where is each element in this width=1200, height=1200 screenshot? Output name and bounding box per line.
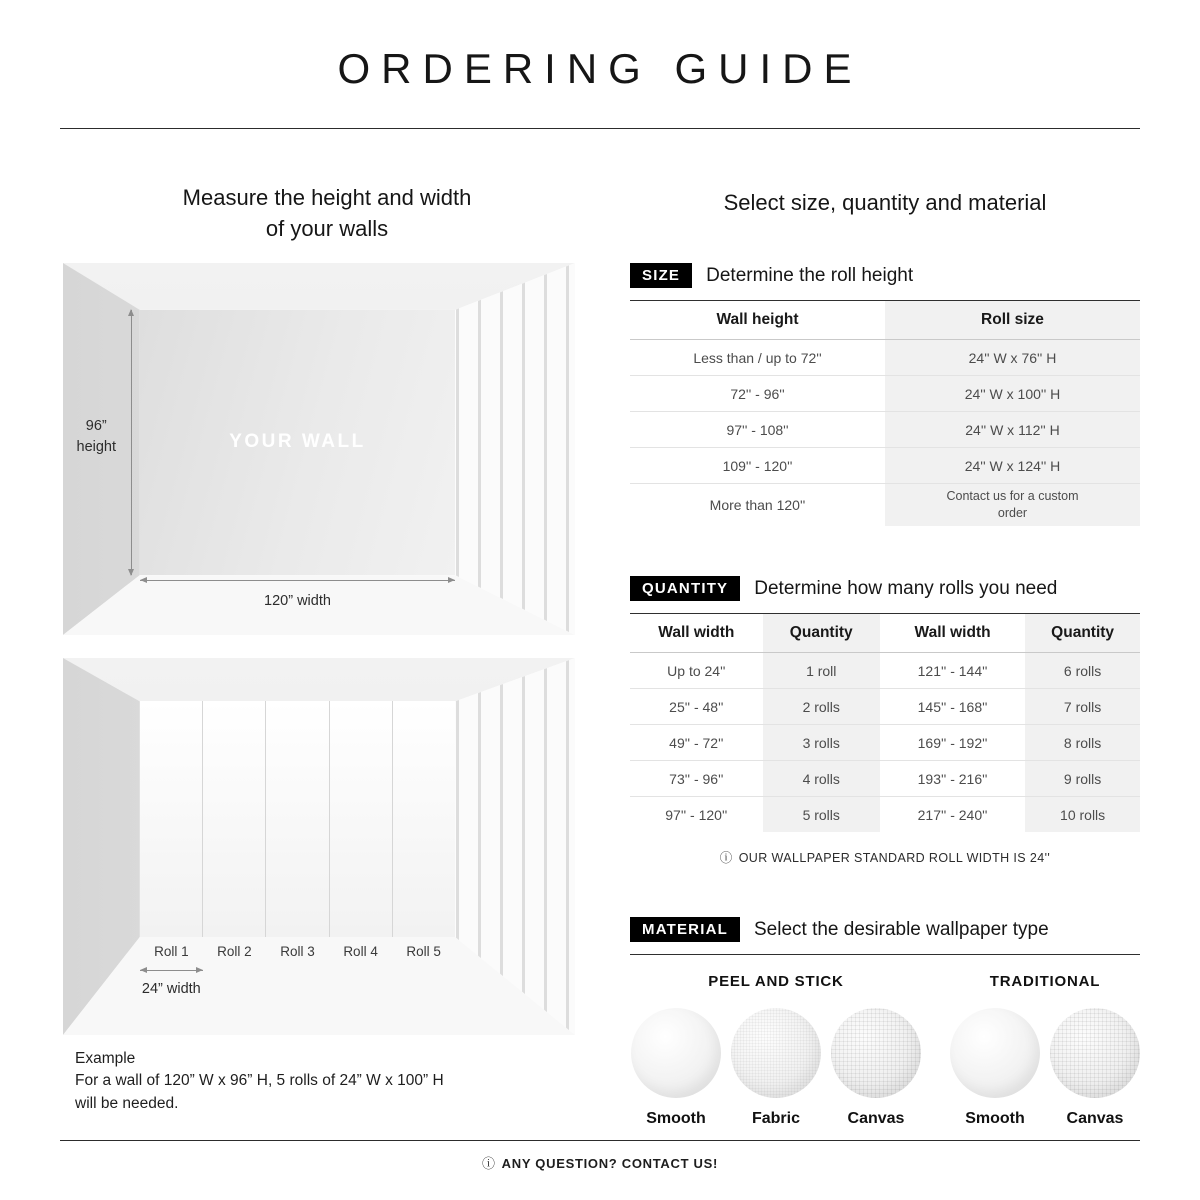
wall-height-cell: 97'' - 108'' [630, 411, 885, 447]
size-table-row [630, 411, 1140, 447]
roll-size-cell: 24'' W x 76'' H [885, 339, 1140, 375]
measure-heading-line2: of your walls [265, 215, 389, 241]
quantity-header: Quantity [763, 614, 880, 652]
wall-width-cell: 169'' - 192'' [880, 724, 1025, 760]
material-groups [630, 973, 1140, 1128]
wall-width-cell: 121'' - 144'' [880, 652, 1025, 688]
height-label [66, 416, 127, 460]
width-arrow [140, 580, 455, 581]
swatch-label: Canvas [847, 1110, 905, 1127]
width-label: 120” width [264, 592, 331, 609]
roll-label: Roll 5 [406, 943, 441, 959]
quantity-cell: 4 rolls [763, 760, 880, 796]
material-group-peel-and-stick [630, 973, 922, 1128]
material-group-traditional [950, 973, 1140, 1128]
roll-size-cell: 24'' W x 100'' H [885, 375, 1140, 411]
size-description: Determine the roll height [706, 264, 914, 286]
size-table-row [630, 483, 1140, 526]
smooth-texture-icon [950, 1008, 1040, 1098]
quantity-table-row [630, 796, 1140, 832]
wall-with-rolls [140, 701, 455, 937]
quantity-description: Determine how many rolls you need [754, 577, 1058, 599]
wall-width-cell: 97'' - 120'' [630, 796, 763, 832]
size-table [630, 301, 1140, 526]
wall-height-cell: More than 120'' [630, 483, 885, 526]
footer-contact-text: ANY QUESTION? CONTACT US! [501, 1156, 719, 1171]
smooth-texture-icon [631, 1008, 721, 1098]
material-section [630, 917, 1140, 1128]
wall-height-cell: 72'' - 96'' [630, 375, 885, 411]
material-tag: MATERIAL [630, 917, 740, 942]
quantity-cell: 1 roll [763, 652, 880, 688]
wall-height-cell: Less than / up to 72'' [630, 339, 885, 375]
height-word: height [76, 439, 117, 456]
quantity-table-row [630, 652, 1140, 688]
roll-panel [393, 701, 455, 937]
wall-width-cell: 73'' - 96'' [630, 760, 763, 796]
wall-width-cell: Up to 24'' [630, 652, 763, 688]
height-value: 96” [85, 417, 107, 434]
wall-width-cell: 145'' - 168'' [880, 688, 1025, 724]
size-section [630, 263, 1140, 526]
material-swatches [950, 1008, 1140, 1128]
roll-width-arrow [140, 970, 203, 971]
example-line2: will be needed. [75, 1094, 179, 1112]
quantity-cell: 3 rolls [763, 724, 880, 760]
wall-width-cell: 25'' - 48'' [630, 688, 763, 724]
room-illustration-measure [63, 263, 575, 635]
size-table-row [630, 375, 1140, 411]
standard-roll-width-note [630, 848, 1140, 866]
quantity-cell: 7 rolls [1025, 688, 1140, 724]
roll-size-header: Roll size [885, 301, 1140, 339]
size-table-header [630, 301, 1140, 339]
material-group-title: PEEL AND STICK [708, 973, 844, 990]
roll-label: Roll 2 [217, 943, 252, 959]
roll-label: Roll 1 [154, 943, 189, 959]
swatch-label: Smooth [646, 1110, 706, 1127]
roll-width-label: 24” width [141, 980, 201, 997]
example-note [75, 1048, 555, 1115]
wall-width-header: Wall width [914, 624, 991, 641]
example-title: Example [75, 1050, 136, 1067]
quantity-cell: 10 rolls [1025, 796, 1140, 832]
wall-width-cell: 217'' - 240'' [880, 796, 1025, 832]
quantity-cell: 2 rolls [763, 688, 880, 724]
wall-width-cell: 49'' - 72'' [630, 724, 763, 760]
size-table-row [630, 339, 1140, 375]
title-divider [60, 128, 1140, 129]
quantity-section-header [630, 576, 1140, 614]
quantity-table-row [630, 724, 1140, 760]
quantity-header: Quantity [1025, 614, 1140, 652]
wall-height-header: Wall height [716, 311, 799, 328]
room-illustration-rolls [63, 658, 575, 1035]
swatch-canvas [831, 1008, 921, 1128]
quantity-tag: QUANTITY [630, 576, 740, 601]
footer-contact-note [0, 1153, 1200, 1172]
canvas-texture-icon [1050, 1008, 1140, 1098]
height-arrow [131, 310, 132, 575]
your-wall-label: YOUR WALL [229, 431, 366, 453]
roll-panel [266, 701, 329, 937]
swatch-label: Fabric [751, 1110, 800, 1127]
material-group-title: TRADITIONAL [989, 973, 1101, 990]
size-tag: SIZE [630, 263, 692, 288]
quantity-cell: 9 rolls [1025, 760, 1140, 796]
quantity-table-header [630, 614, 1140, 652]
swatch-smooth [950, 1008, 1040, 1128]
select-heading: Select size, quantity and material [723, 190, 1047, 215]
material-section-header [630, 917, 1140, 955]
info-icon: ⓘ [481, 1156, 496, 1171]
footer-divider [60, 1140, 1140, 1141]
fabric-texture-icon [731, 1008, 821, 1098]
quantity-section [630, 576, 1140, 866]
size-table-row [630, 447, 1140, 483]
material-description: Select the desirable wallpaper type [753, 918, 1049, 940]
roll-panel [203, 701, 266, 937]
swatch-canvas [1050, 1008, 1140, 1128]
wall-width-cell: 193'' - 216'' [880, 760, 1025, 796]
quantity-cell: 6 rolls [1025, 652, 1140, 688]
roll-label: Roll 3 [280, 943, 315, 959]
swatch-label: Canvas [1066, 1110, 1124, 1127]
roll-panel [140, 701, 203, 937]
quantity-cell: 5 rolls [763, 796, 880, 832]
info-icon: ⓘ [719, 851, 733, 865]
measure-heading [47, 183, 607, 245]
quantity-table [630, 614, 1140, 832]
swatch-label: Smooth [965, 1110, 1025, 1127]
roll-size-cell: 24'' W x 112'' H [885, 411, 1140, 447]
material-swatches [630, 1008, 922, 1128]
roll-labels [140, 944, 455, 959]
roll-label: Roll 4 [343, 943, 378, 959]
canvas-texture-icon [831, 1008, 921, 1098]
wall-width-header: Wall width [658, 624, 735, 641]
quantity-table-row [630, 688, 1140, 724]
wall-height-cell: 109'' - 120'' [630, 447, 885, 483]
page-title: ORDERING GUIDE [337, 45, 863, 92]
size-section-header [630, 263, 1140, 301]
quantity-table-row [630, 760, 1140, 796]
quantity-cell: 8 rolls [1025, 724, 1140, 760]
example-line1: For a wall of 120” W x 96” H, 5 rolls of 24” W x 100” H [75, 1072, 444, 1090]
swatch-fabric [731, 1008, 821, 1128]
measure-heading-line1: Measure the height and width [182, 185, 472, 210]
roll-panel [330, 701, 393, 937]
standard-roll-width-text: OUR WALLPAPER STANDARD ROLL WIDTH IS 24'' [738, 851, 1051, 865]
roll-size-cell: Contact us for a custom order [885, 483, 1140, 526]
swatch-smooth [631, 1008, 721, 1128]
your-wall [140, 310, 455, 575]
roll-size-cell: 24'' W x 124'' H [885, 447, 1140, 483]
